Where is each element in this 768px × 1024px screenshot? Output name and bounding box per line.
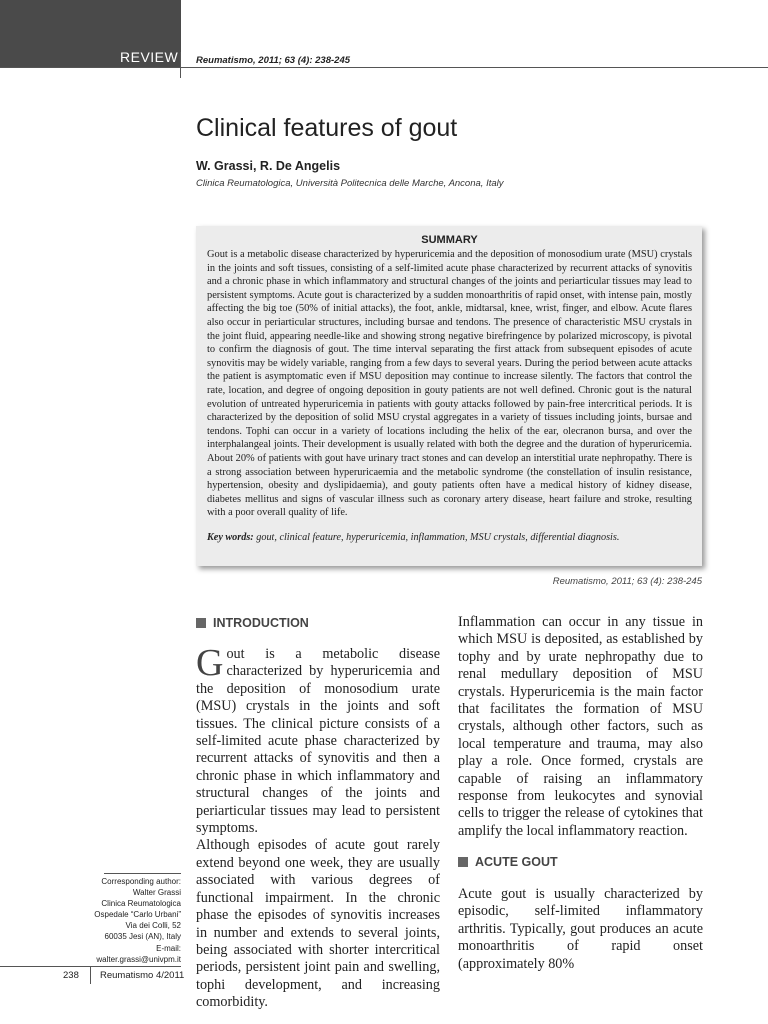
page-number: 238 [63,970,79,981]
intro-paragraph-1 [196,642,440,837]
acute-gout-paragraph-1: Acute gout is usually characterized by episodic, self-limited inflammatory arthritis. Typically, gout produces an acute monoarthritis of rapid onset (approximately 80% [458,886,703,972]
heading-square-icon [458,857,468,867]
header-rule [0,67,768,68]
intro-paragraph-3: Inflammation can occur in any tissue in which MSU is deposited, as established by tophy and by urate nephropathy due to renal medullary deposition of MSU crystals. Hyperuricemia is the main factor that facilitates the formation of MSU crystals, although other factors, such as local temperature and trauma, may also play a role. Once formed, crystals are capable of raising an inflammatory response from leukocytes and synovial cells to trigger the release of cytokines that amplify the local inflammatory reaction. [458,614,703,839]
corr-email: E-mail: walter.grassi@univpm.it [96,943,181,964]
introduction-heading-text: INTRODUCTION [213,616,309,630]
intro-paragraph-2: Although episodes of acute gout rarely extend beyond one week, they are usually associated with various degrees of functional impairment. In the chronic phase the episodes of synovitis increases in number and extends to several joints, being associated with shorter intercritical periods, persistent joint pain and swelling, tophi development, and increasing comorbidity. [196,837,440,1011]
heading-square-icon [196,618,206,628]
summary-box [196,226,702,566]
column-right [458,614,703,840]
intro-paragraph-1-text: out is a metabolic disease characterized by hyperuricemia and the deposition of monosodium urate (MSU) crystals in the joints and soft tissues. The clinical picture consists of a self-limited acute phase characterized by recurrent attacks of synovitis and then a chronic phase in which inflammatory and structural changes of the joints and periarticular tissues may lead to persistent symptoms. [196,646,440,837]
keywords-list: gout, clinical feature, hyperuricemia, inflammation, MSU crystals, differential diagnosis. [256,531,620,543]
article-title: Clinical features of gout [196,114,458,142]
acute-gout-heading [458,855,558,869]
corr-label: Corresponding author: [101,877,181,886]
corr-hospital: Ospedale “Carlo Urbani” [94,910,181,920]
corr-name: Walter Grassi [132,888,181,898]
corr-street: Via dei Colli, 52 [125,921,181,931]
journal-citation-header: Reumatismo, 2011; 63 (4): 238-245 [196,55,351,66]
article-affiliation: Clinica Reumatologica, Università Politecnica delle Marche, Ancona, Italy [196,178,504,189]
footer-journal: Reumatismo 4/2011 [100,970,185,981]
footer-vertical-rule [90,967,91,984]
keywords-label: Key words: [207,531,254,543]
citation-right: Reumatismo, 2011; 63 (4): 238-245 [552,576,702,587]
keywords [207,532,692,543]
corr-city: 60035 Jesi (AN), Italy [104,932,181,942]
summary-heading: SUMMARY [421,234,478,246]
column-left [196,642,440,1012]
summary-text: Gout is a metabolic disease characterized by hyperuricemia and the deposition of monosodium urate (MSU) crystals in the joints and soft tissues, consisting of a self-limited acute phase characterized by recurrent attacks of synovitis and a chronic phase in which inflammatory and structural changes of the joints and periarticular tissues may lead to persistent symptoms. Acute gout is characterized by a sudden monoarthritis of rapid onset, with intense pain, mostly affecting the big toe (50% of initial attacks), the foot, ankle, midtarsal, knee, wrist, finger, and elbow. Acute flares also occur in periarticular structures, including bursae and tendons. The presence of characteristic MSU crystals in the joint fluid, appearing needle-like and showing strong negative birefringence by polarized microscopy, is pivotal to confirm the diagnosis of gout. The time interval separating the first attack from subsequent episodes of acute synovitis may be widely variable, ranging from a few days to several years. During the period between acute attacks the patient is asymptomatic even if MSU deposition may continue to increase silently. The factors that control the rate, location, and degree of ongoing deposition in gouty patients are not well defined. Chronic gout is the natural evolution of untreated hyperuricemia in patients with gouty attacks followed by pain-free intercritical periods. It is characterized by the deposition of solid MSU crystal aggregates in a variety of tissues including joints, bursae and tendons. Tophi can occur in a variety of locations including the helix of the ear, olecranon bursa, and over the interphalangeal joints. Their development is usually related with both the degree and the duration of hyperuricemia. About 20% of patients with gout have urinary tract stones and can develop an interstitial urate nephropathy. There is a strong association between hyperuricaemia and the metabolic syndrome (the constellation of insulin resistance, hypertension, obesity and dyslipidaemia), and gouty patients often have a medical history of kidney disease, diabetes mellitus and signs of vascular illness such as coronary artery disease, heart failure and stroke, resulting with a poor overall quality of life. [207,249,692,519]
acute-gout-column [458,886,703,973]
corresponding-rule [104,873,181,874]
corr-dept: Clinica Reumatologica [101,899,181,909]
header-vertical-rule [180,52,181,78]
corresponding-author [70,876,181,965]
introduction-heading [196,616,309,630]
section-label: REVIEW [120,49,179,65]
drop-cap: G [196,642,224,684]
article-authors: W. Grassi, R. De Angelis [196,159,341,173]
acute-gout-heading-text: ACUTE GOUT [475,855,558,869]
